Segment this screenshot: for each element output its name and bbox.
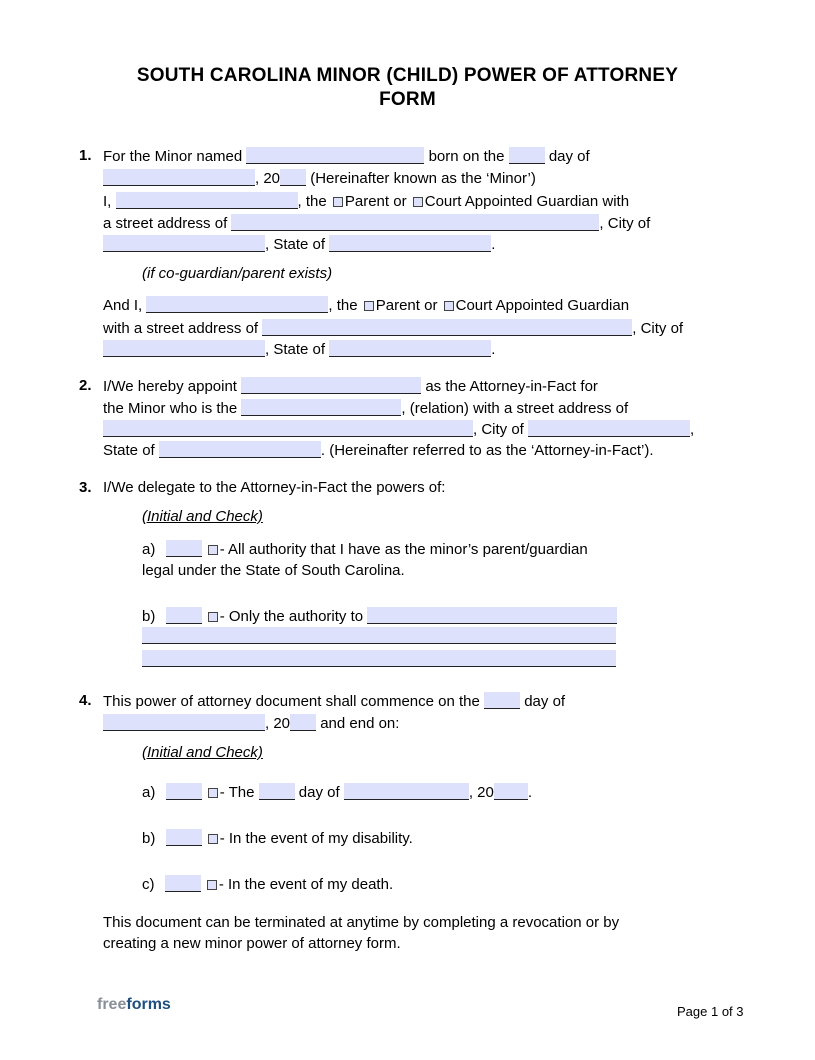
s2-line2	[103, 399, 628, 417]
s3-a-text1: - All authority that I have as the minor’s parent/guardian	[219, 541, 588, 558]
s3-b-label: b)	[142, 608, 156, 625]
s2-text-comma: ,	[690, 421, 695, 438]
section-4-number: 4.	[79, 692, 92, 709]
start-day-field[interactable]	[484, 692, 520, 709]
s2-text-hereinafter-aif: . (Hereinafter referred to as the ‘Attorney-in-Fact’).	[320, 442, 654, 459]
s3-initial-note	[142, 508, 263, 526]
s4-termination-line1: This document can be terminated at anytime by completing a revocation or by	[103, 914, 620, 931]
end-month-field[interactable]	[344, 783, 469, 800]
coguardian-checkbox[interactable]	[444, 301, 454, 311]
s2-text-appoint: I/We hereby appoint	[103, 378, 237, 395]
s3-text-initial: (Initial and Check)	[142, 508, 263, 525]
section-3-number: 3.	[79, 479, 92, 496]
s4-b-checkbox[interactable]	[208, 834, 218, 844]
s1-line6	[103, 296, 629, 314]
s1-coguardian-note	[142, 265, 332, 283]
s4-a-text-period: .	[527, 784, 533, 801]
s3-b-authority-field-2[interactable]	[142, 627, 616, 644]
s4-a-initial-field[interactable]	[166, 783, 202, 800]
s1-text-city-of-2: , City of	[632, 320, 684, 337]
parent-state-field[interactable]	[329, 235, 491, 252]
end-year-field[interactable]	[494, 783, 528, 800]
s4-a-checkbox[interactable]	[208, 788, 218, 798]
parent-name-field[interactable]	[116, 192, 298, 209]
logo-forms: forms	[126, 996, 171, 1013]
s4-text-end-on: and end on:	[320, 715, 400, 732]
s4-option-a	[142, 783, 532, 801]
s1-text-and-i: And I,	[103, 297, 143, 314]
attorney-city-field[interactable]	[528, 420, 690, 437]
s4-a-text-comma20: , 20	[468, 784, 494, 801]
s2-line4	[103, 441, 654, 459]
s4-c-initial-field[interactable]	[165, 875, 201, 892]
minor-name-field[interactable]	[246, 147, 424, 164]
start-year-field[interactable]	[290, 714, 316, 731]
relation-field[interactable]	[241, 399, 401, 416]
coguardian-street-field[interactable]	[262, 319, 632, 336]
coguardian-state-field[interactable]	[329, 340, 491, 357]
s3-option-b	[142, 607, 617, 625]
s1-text-day-of: day of	[548, 148, 590, 165]
start-month-field[interactable]	[103, 714, 265, 731]
attorney-street-field[interactable]	[103, 420, 473, 437]
s1-text-born-on: born on the	[428, 148, 505, 165]
parent-checkbox[interactable]	[333, 197, 343, 207]
s1-text-for-minor: For the Minor named	[103, 148, 243, 165]
s1-line2	[103, 169, 536, 187]
page-number: Page 1 of 3	[677, 1004, 744, 1019]
s1-line7	[103, 319, 683, 337]
s3-a-label: a)	[142, 541, 156, 558]
minor-birth-day-field[interactable]	[509, 147, 545, 164]
form-title-line2: FORM	[379, 89, 436, 110]
s1-text-with-street: with a street address of	[103, 320, 259, 337]
s4-initial-note	[142, 744, 263, 762]
s4-a-text-day-of: day of	[298, 784, 340, 801]
s4-c-text: - In the event of my death.	[218, 876, 394, 893]
s1-line1	[103, 147, 590, 165]
s1-line3	[103, 192, 629, 210]
s4-text-initial: (Initial and Check)	[142, 744, 263, 761]
guardian-checkbox[interactable]	[413, 197, 423, 207]
s2-line3	[103, 420, 694, 438]
s3-text-delegate: I/We delegate to the Attorney-in-Fact the powers of:	[103, 479, 446, 496]
s3-b-text: - Only the authority to	[219, 608, 364, 625]
freeforms-logo	[97, 996, 171, 1014]
s2-text-city-of: , City of	[473, 421, 524, 438]
s1-text-state-of: , State of	[265, 236, 326, 253]
s4-text-commence: This power of attorney document shall commence on the	[103, 693, 480, 710]
s4-line1	[103, 692, 565, 710]
coguardian-name-field[interactable]	[146, 296, 328, 313]
s1-text-period-2: .	[491, 341, 496, 358]
s3-b-checkbox[interactable]	[208, 612, 218, 622]
s1-text-hereinafter-minor: (Hereinafter known as the ‘Minor’)	[310, 170, 536, 187]
section-1-number: 1.	[79, 147, 92, 164]
coparent-checkbox[interactable]	[364, 301, 374, 311]
s3-b-initial-field[interactable]	[166, 607, 202, 624]
s2-text-as-aif: as the Attorney-in-Fact for	[425, 378, 598, 395]
s3-b-authority-field-1[interactable]	[367, 607, 617, 624]
s4-text-day-of: day of	[524, 693, 566, 710]
s4-b-initial-field[interactable]	[166, 829, 202, 846]
s3-b-authority-field-3[interactable]	[142, 650, 616, 667]
parent-street-field[interactable]	[231, 214, 599, 231]
s4-b-text: - In the event of my disability.	[219, 830, 413, 847]
s4-termination-line2: creating a new minor power of attorney form.	[103, 935, 401, 952]
s1-text-street: a street address of	[103, 215, 228, 232]
parent-city-field[interactable]	[103, 235, 265, 252]
s1-text-parent-or: Parent or	[344, 193, 407, 210]
s1-text-state-of-2: , State of	[265, 341, 326, 358]
s4-b-label: b)	[142, 830, 156, 847]
s1-text-comma20: , 20	[255, 170, 281, 187]
s2-line1	[103, 377, 598, 395]
s1-text-coguardian: (if co-guardian/parent exists)	[142, 265, 333, 282]
s4-a-text-the: - The	[219, 784, 255, 801]
s4-c-checkbox[interactable]	[207, 880, 217, 890]
attorney-state-field[interactable]	[159, 441, 321, 458]
end-day-field[interactable]	[259, 783, 295, 800]
s4-a-label: a)	[142, 784, 156, 801]
coguardian-city-field[interactable]	[103, 340, 265, 357]
minor-birth-year-field[interactable]	[280, 169, 306, 186]
s1-text-the: , the	[297, 193, 327, 210]
s3-a-initial-field[interactable]	[166, 540, 202, 557]
s3-a-text2: legal under the State of South Carolina.	[142, 562, 405, 579]
s3-option-a	[142, 540, 588, 558]
attorney-name-field[interactable]	[241, 377, 421, 394]
s4-c-label: c)	[142, 876, 155, 893]
s2-text-relation: , (relation) with a street address of	[401, 400, 629, 417]
logo-free: free	[97, 996, 127, 1013]
s1-text-period: .	[491, 236, 496, 253]
s1-line5	[103, 235, 495, 253]
form-title-line1: SOUTH CAROLINA MINOR (CHILD) POWER OF ATTORNEY	[136, 65, 679, 86]
s1-text-city-of: , City of	[599, 215, 651, 232]
s1-line8	[103, 340, 495, 358]
s1-text-i: I,	[103, 193, 112, 210]
s1-line4	[103, 214, 650, 232]
s4-text-comma20: , 20	[265, 715, 291, 732]
s2-text-state-of: State of	[103, 442, 155, 459]
s4-option-c	[142, 875, 393, 893]
s3-a-checkbox[interactable]	[208, 545, 218, 555]
s2-text-minor-who: the Minor who is the	[103, 400, 238, 417]
s1-text-the-2: , the	[328, 297, 358, 314]
s1-text-cag-with: Court Appointed Guardian with	[424, 193, 630, 210]
s4-line2	[103, 714, 399, 732]
section-2-number: 2.	[79, 377, 92, 394]
s1-text-cag: Court Appointed Guardian	[455, 297, 630, 314]
s1-text-parent-or-2: Parent or	[375, 297, 438, 314]
minor-birth-month-field[interactable]	[103, 169, 255, 186]
s4-option-b	[142, 829, 413, 847]
